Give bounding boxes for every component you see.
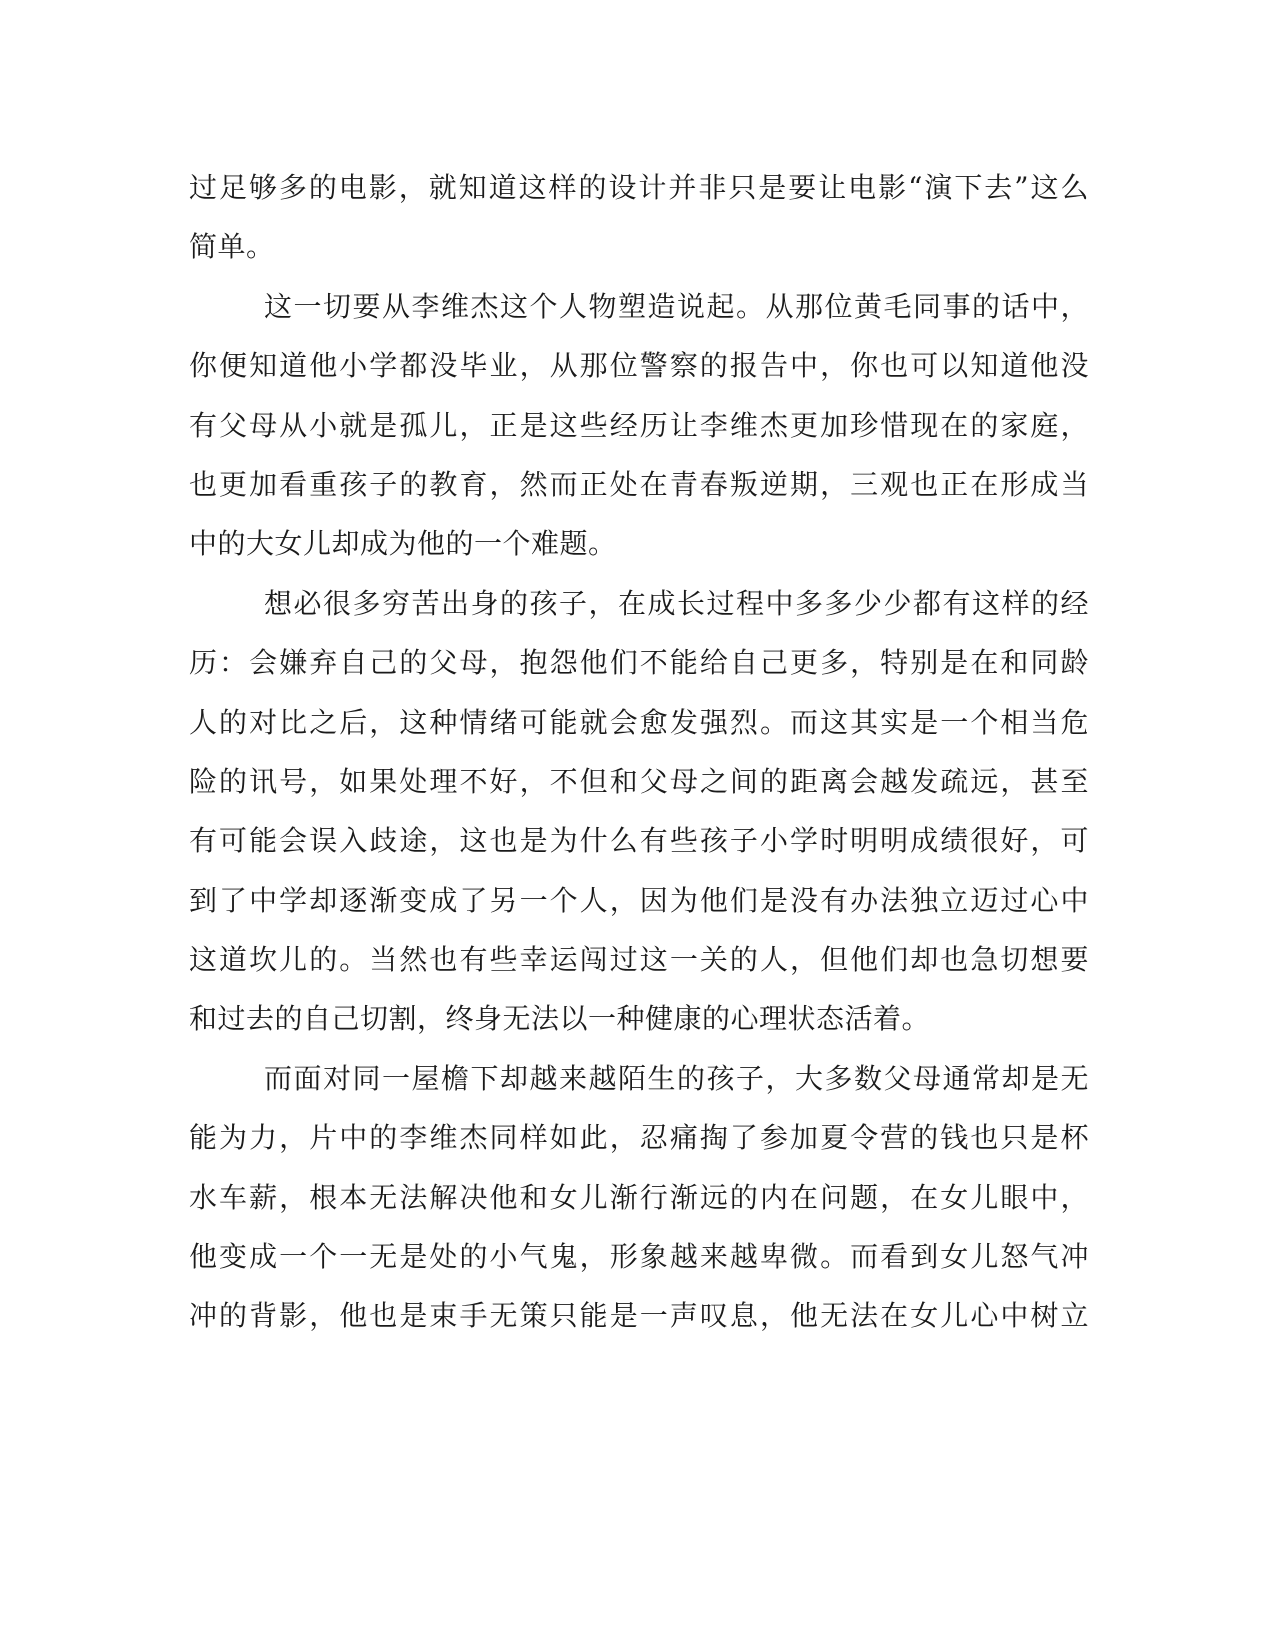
text-line: 也更加看重孩子的教育，然而正处在青春叛逆期，三观也正在形成当	[189, 467, 1089, 501]
text-line: 人的对比之后，这种情绪可能就会愈发强烈。而这其实是一个相当危	[189, 705, 1089, 739]
text-line: 你便知道他小学都没毕业，从那位警察的报告中，你也可以知道他没	[189, 349, 1089, 383]
text-line: 险的讯号，如果处理不好，不但和父母之间的距离会越发疏远，甚至	[189, 764, 1089, 798]
text-line: 这道坎儿的。当然也有些幸运闯过这一关的人，但他们却也急切想要	[189, 943, 1089, 977]
text-line: 和过去的自己切割，终身无法以一种健康的心理状态活着。	[189, 1002, 931, 1036]
text-line: 历：会嫌弃自己的父母，抱怨他们不能给自己更多，特别是在和同龄	[189, 646, 1089, 680]
text-line: 冲的背影，他也是束手无策只能是一声叹息，他无法在女儿心中树立	[189, 1299, 1089, 1333]
paragraph-first-line: 而面对同一屋檐下却越来越陌生的孩子，大多数父母通常却是无	[264, 1061, 1089, 1095]
text-line: 到了中学却逐渐变成了另一个人，因为他们是没有办法独立迈过心中	[189, 883, 1089, 917]
text-line: 中的大女儿却成为他的一个难题。	[189, 527, 617, 561]
paragraph-first-line: 这一切要从李维杰这个人物塑造说起。从那位黄毛同事的话中，	[264, 289, 1089, 323]
text-line: 有可能会误入歧途，这也是为什么有些孩子小学时明明成绩很好，可	[189, 824, 1089, 858]
text-line: 过足够多的电影，就知道这样的设计并非只是要让电影“演下去”这么	[189, 171, 1089, 204]
text-line: 水车薪，根本无法解决他和女儿渐行渐远的内在问题，在女儿眼中，	[189, 1180, 1089, 1214]
text-line: 简单。	[189, 230, 275, 264]
text-line: 有父母从小就是孤儿，正是这些经历让李维杰更加珍惜现在的家庭，	[189, 408, 1089, 442]
text-line: 能为力，片中的李维杰同样如此，忍痛掏了参加夏令营的钱也只是杯	[189, 1121, 1089, 1155]
text-line: 他变成一个一无是处的小气鬼，形象越来越卑微。而看到女儿怒气冲	[189, 1240, 1089, 1274]
paragraph-first-line: 想必很多穷苦出身的孩子，在成长过程中多多少少都有这样的经	[264, 586, 1089, 620]
body-text	[189, 158, 1089, 1346]
